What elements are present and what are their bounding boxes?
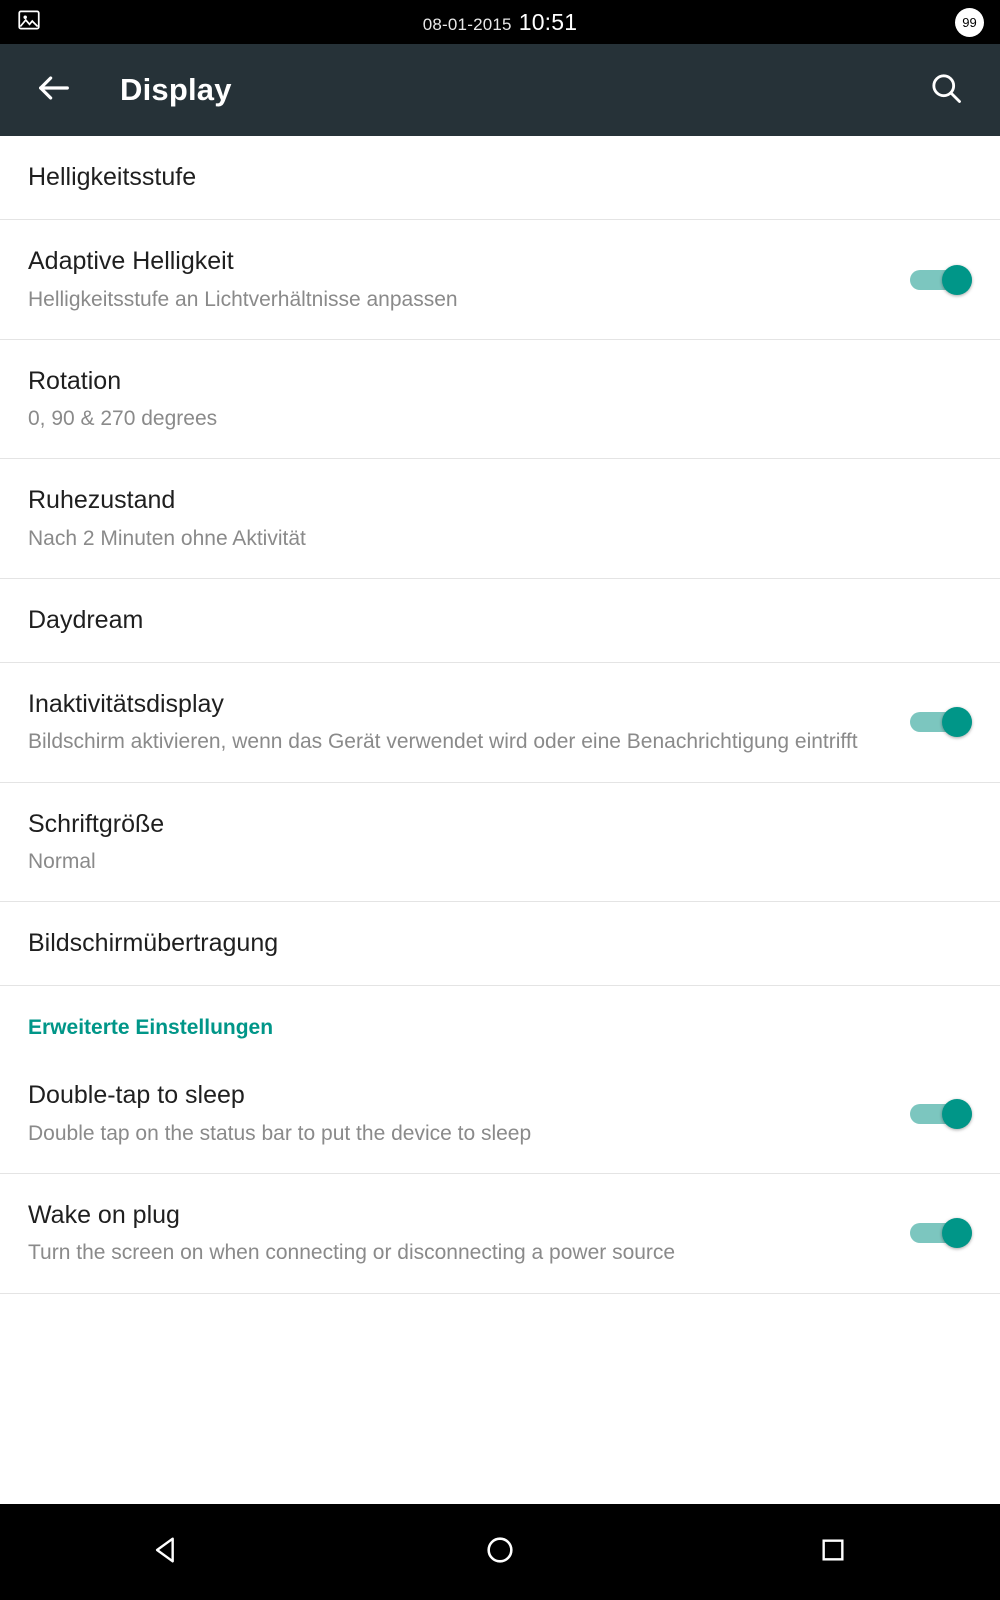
status-bar-notifications: [16, 7, 42, 38]
list-item-subtitle: 0, 90 & 270 degrees: [28, 407, 218, 431]
back-button[interactable]: [28, 64, 80, 116]
page-title: Display: [120, 72, 232, 107]
list-item-title: Daydream: [28, 605, 144, 634]
list-item-rotation[interactable]: [0, 340, 1000, 460]
list-item-title: Rotation: [28, 366, 122, 395]
status-bar-clock: [0, 9, 1000, 36]
toggle-adaptive-brightness[interactable]: [910, 267, 972, 293]
action-bar: [0, 44, 1000, 136]
list-item-daydream[interactable]: [0, 579, 1000, 663]
list-item-title: Wake on plug: [28, 1201, 180, 1230]
image-icon: [16, 7, 42, 38]
battery-percent-badge: 99: [955, 8, 984, 37]
list-item-subtitle: Normal: [28, 849, 96, 873]
nav-home-button[interactable]: [440, 1504, 560, 1600]
list-item-brightness-level[interactable]: [0, 136, 1000, 220]
list-item-title: Bildschirmübertragung: [28, 929, 279, 958]
toggle-knob: [942, 707, 972, 737]
toggle-double-tap-to-sleep[interactable]: [910, 1101, 972, 1127]
nav-recents-button[interactable]: [773, 1504, 893, 1600]
list-item-subtitle: Turn the screen on when connecting or disconnecting a power source: [28, 1241, 676, 1265]
toggle-knob: [942, 265, 972, 295]
list-item-subtitle: Nach 2 Minuten ohne Aktivität: [28, 526, 306, 550]
list-item-sleep[interactable]: [0, 459, 1000, 579]
list-item-subtitle: Double tap on the status bar to put the device to sleep: [28, 1121, 532, 1145]
list-item-title: Schriftgröße: [28, 809, 165, 838]
arrow-left-icon: [34, 68, 74, 113]
status-bar-battery: [955, 8, 984, 37]
nav-back-icon: [150, 1533, 184, 1572]
list-item-title: Ruhezustand: [28, 486, 176, 515]
toggle-knob: [942, 1099, 972, 1129]
nav-home-icon: [483, 1533, 517, 1572]
list-item-subtitle: Bildschirm aktivieren, wenn das Gerät verwendet wird oder eine Benachrichtigung eintrifft: [28, 730, 858, 754]
nav-recents-icon: [817, 1534, 849, 1571]
list-item-subtitle: Helligkeitsstufe an Lichtverhältnisse anpassen: [28, 287, 458, 311]
toggle-knob: [942, 1218, 972, 1248]
search-icon: [928, 70, 964, 111]
status-bar: [0, 0, 1000, 44]
navigation-bar: [0, 1504, 1000, 1600]
settings-list[interactable]: [0, 136, 1000, 1504]
status-date: 08-01-2015: [422, 14, 512, 34]
search-button[interactable]: [920, 64, 972, 116]
list-item-ambient-display[interactable]: [0, 663, 1000, 783]
section-header-advanced: Erweiterte Einstellungen: [28, 1016, 274, 1040]
list-item-title: Helligkeitsstufe: [28, 163, 197, 191]
list-item-adaptive-brightness[interactable]: [0, 220, 1000, 340]
nav-back-button[interactable]: [107, 1504, 227, 1600]
list-bottom-spacer: [0, 1294, 1000, 1414]
toggle-wake-on-plug[interactable]: [910, 1220, 972, 1246]
list-item-title: Inaktivitätsdisplay: [28, 690, 224, 719]
list-item-cast-screen[interactable]: [0, 902, 1000, 986]
list-item-font-size[interactable]: [0, 783, 1000, 903]
list-item-wake-on-plug[interactable]: [0, 1174, 1000, 1294]
list-item-title: Adaptive Helligkeit: [28, 247, 234, 276]
list-item-title: Double-tap to sleep: [28, 1081, 245, 1110]
list-item-double-tap-to-sleep[interactable]: [0, 1054, 1000, 1174]
toggle-ambient-display[interactable]: [910, 709, 972, 735]
status-time: 10:51: [518, 8, 578, 35]
